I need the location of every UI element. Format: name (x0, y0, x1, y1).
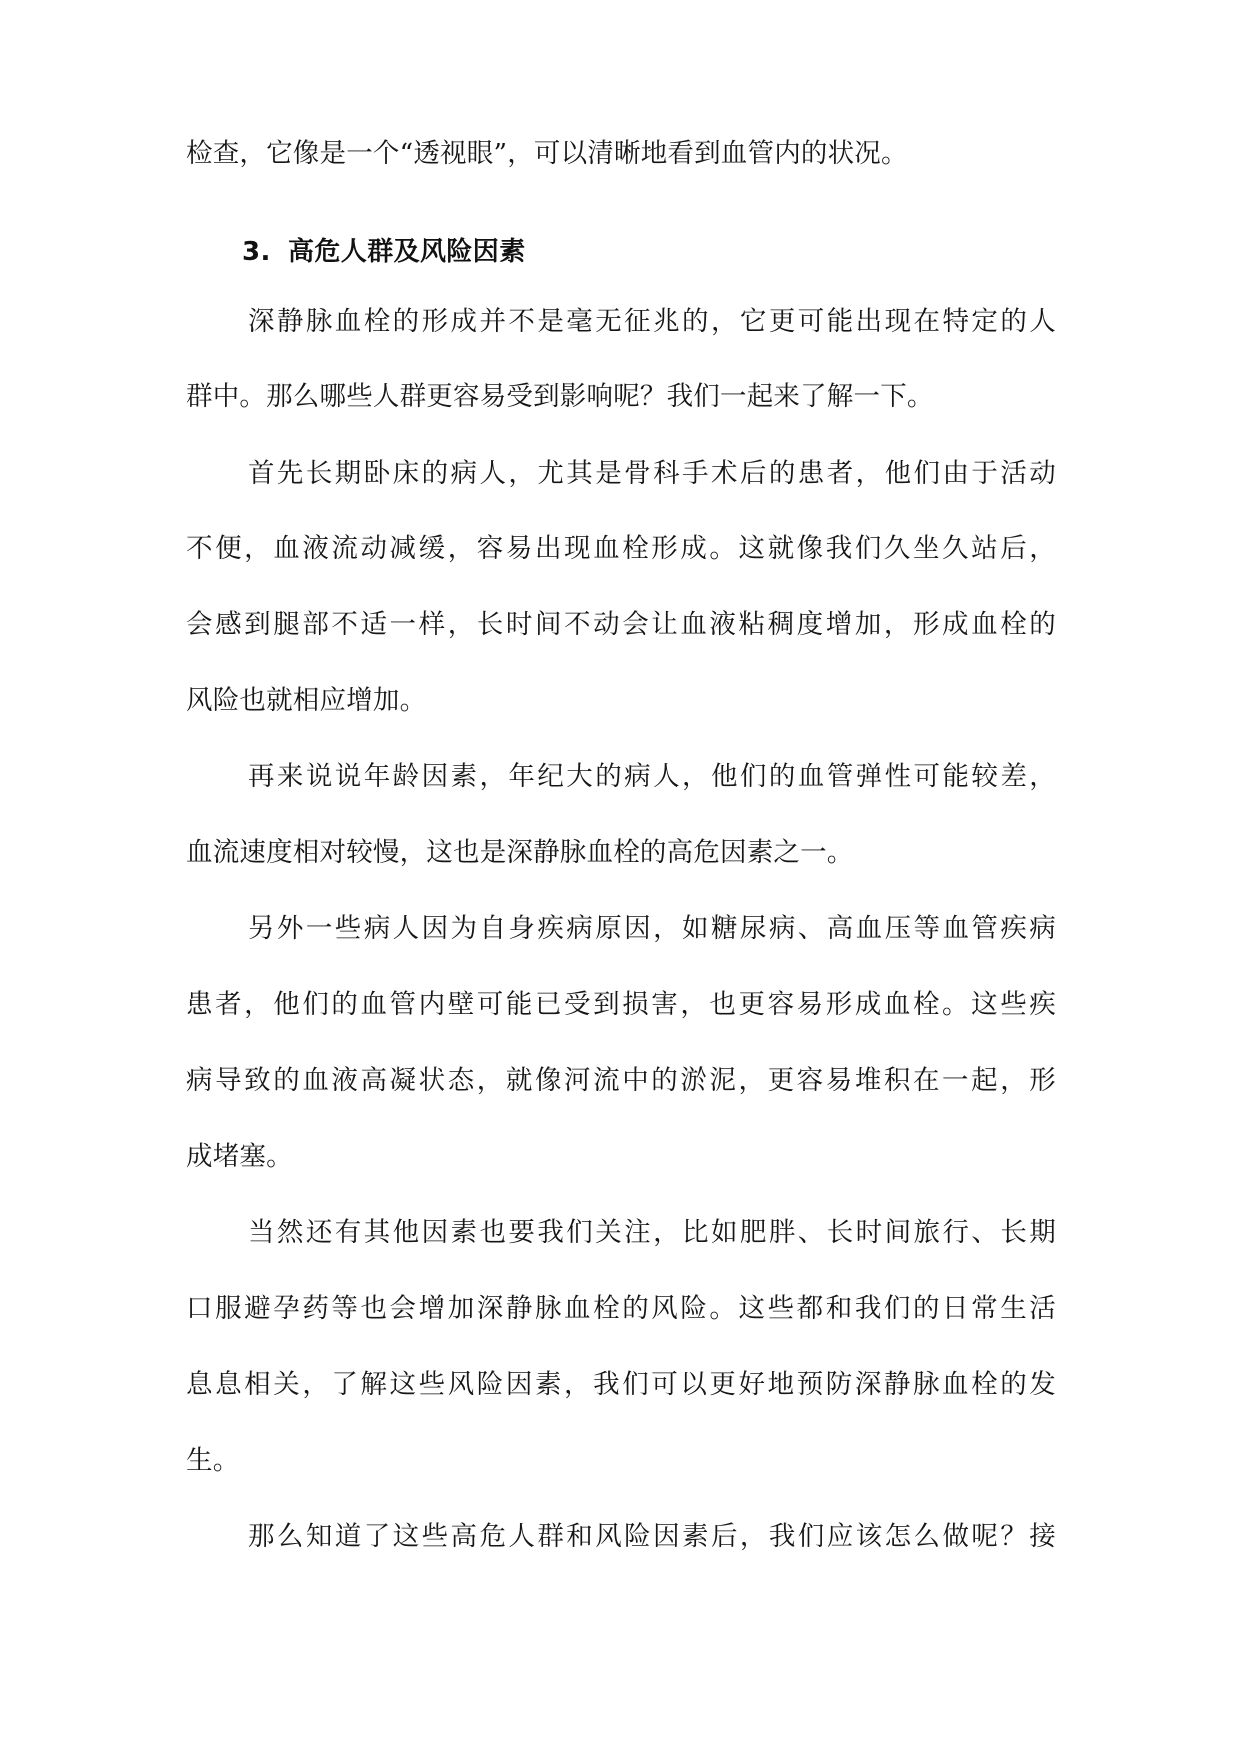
section-heading (242, 232, 742, 272)
text-line: 成堵塞。 (186, 1141, 293, 1172)
text-line: 再来说说年龄因素，年纪大的病人，他们的血管弹性可能较差， (248, 761, 1056, 792)
text-line: 那么知道了这些高危人群和风险因素后，我们应该怎么做呢？接 (248, 1521, 1056, 1552)
text-line: 血流速度相对较慢，这也是深静脉血栓的高危因素之一。 (186, 837, 854, 868)
text-line: 会感到腿部不适一样，长时间不动会让血液粘稠度增加，形成血栓的 (186, 609, 1056, 640)
text-line: 息息相关，了解这些风险因素，我们可以更好地预防深静脉血栓的发 (186, 1369, 1056, 1400)
text-line: 深静脉血栓的形成并不是毫无征兆的，它更可能出现在特定的人 (248, 306, 1056, 337)
section-number: 3. (242, 237, 271, 267)
text-line: 当然还有其他因素也要我们关注，比如肥胖、长时间旅行、长期 (248, 1217, 1056, 1248)
text-line: 另外一些病人因为自身疾病原因，如糖尿病、高血压等血管疾病 (248, 913, 1056, 944)
text-line: 生。 (186, 1445, 240, 1476)
text-line: 不便，血液流动减缓，容易出现血栓形成。这就像我们久坐久站后， (186, 533, 1056, 564)
text-line: 口服避孕药等也会增加深静脉血栓的风险。这些都和我们的日常生活 (186, 1293, 1056, 1324)
text-line: 风险也就相应增加。 (186, 685, 427, 716)
text-line: 病导致的血液高凝状态，就像河流中的淤泥，更容易堆积在一起，形 (186, 1065, 1056, 1096)
text-line: 群中。那么哪些人群更容易受到影响呢？我们一起来了解一下。 (186, 381, 934, 412)
text-line: 患者，他们的血管内壁可能已受到损害，也更容易形成血栓。这些疾 (186, 989, 1056, 1020)
text-line: 检查，它像是一个“透视眼”，可以清晰地看到血管内的状况。 (186, 138, 908, 169)
section-title: 高危人群及风险因素 (288, 237, 526, 267)
text-line: 首先长期卧床的病人，尤其是骨科手术后的患者，他们由于活动 (248, 458, 1056, 489)
